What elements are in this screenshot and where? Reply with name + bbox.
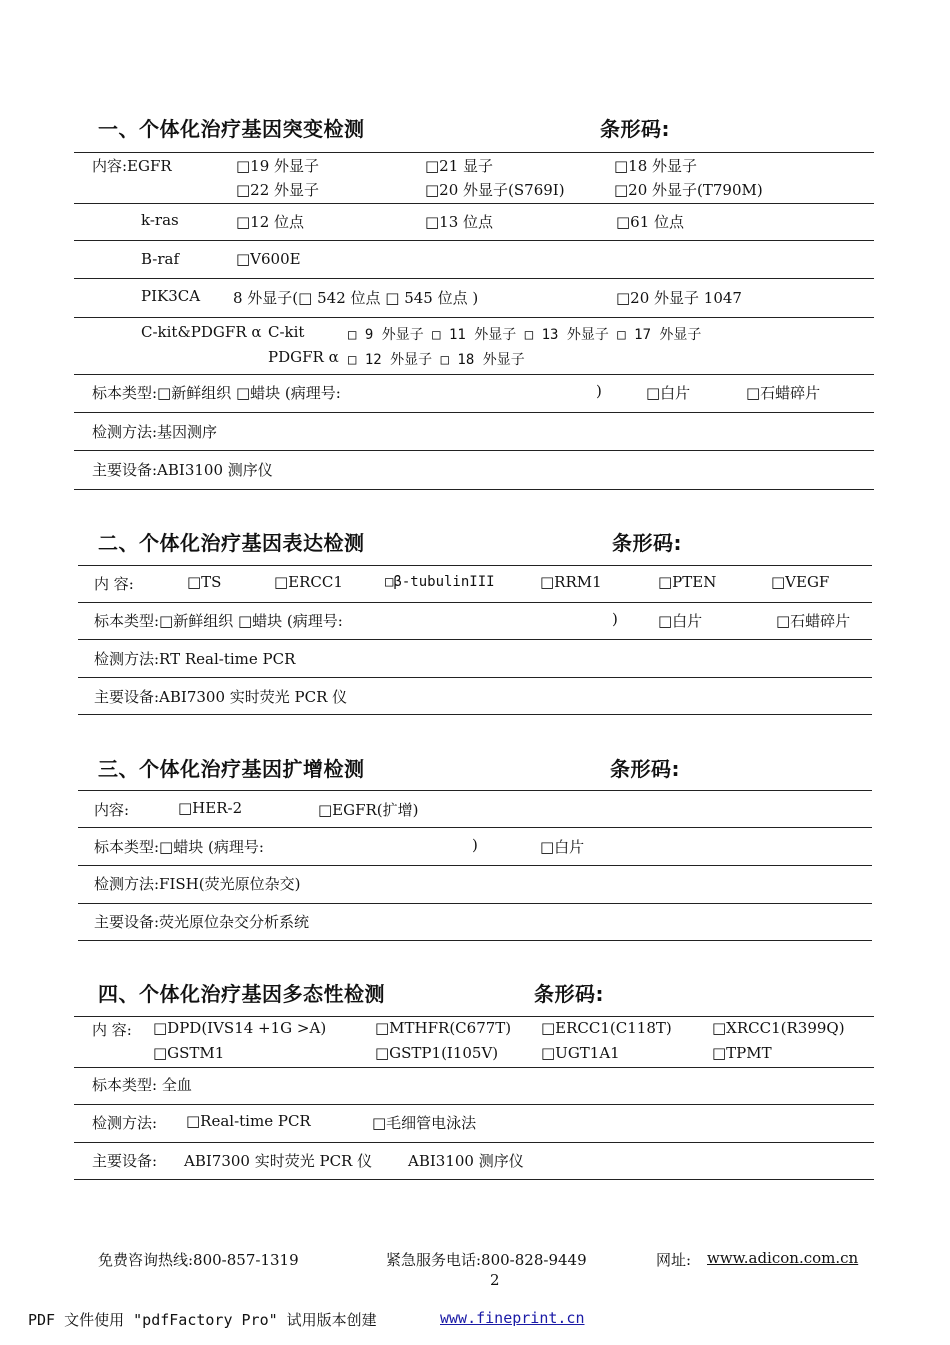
egfr-option[interactable]: □18 外显子 bbox=[614, 157, 698, 175]
divider bbox=[74, 1016, 874, 1017]
method-text: 检测方法:RT Real-time PCR bbox=[94, 650, 296, 668]
method-label: 检测方法: bbox=[92, 1114, 158, 1132]
sample-option[interactable]: □白片 bbox=[658, 612, 703, 630]
divider bbox=[78, 714, 872, 715]
divider bbox=[74, 1179, 874, 1180]
section2-barcode-label: 条形码: bbox=[612, 531, 682, 555]
watermark-link[interactable]: www.fineprint.cn bbox=[440, 1309, 585, 1327]
ckit-sub-label: C-kit bbox=[268, 323, 305, 341]
divider bbox=[78, 827, 872, 828]
divider bbox=[74, 152, 874, 153]
hotline-text: 免费咨询热线:800-857-1319 bbox=[98, 1251, 299, 1269]
gene-option[interactable]: □β-tubulinIII bbox=[385, 574, 495, 590]
pdgfr-sub-label: PDGFR α bbox=[268, 348, 339, 366]
method-option[interactable]: □Real-time PCR bbox=[186, 1112, 311, 1130]
sample-option[interactable]: □白片 bbox=[646, 384, 691, 402]
divider bbox=[74, 1104, 874, 1105]
gene-option[interactable]: □GSTM1 bbox=[153, 1044, 225, 1062]
sample-type-text: 标本类型: 全血 bbox=[92, 1076, 192, 1094]
emergency-text: 紧急服务电话:800-828-9449 bbox=[386, 1251, 587, 1269]
gene-option[interactable]: □MTHFR(C677T) bbox=[375, 1019, 512, 1037]
method-text: 检测方法:FISH(荧光原位杂交) bbox=[94, 875, 301, 893]
equipment-item: ABI3100 测序仪 bbox=[408, 1152, 524, 1170]
pik3ca-option[interactable]: 8 外显子(□ 542 位点 □ 545 位点 ) bbox=[233, 289, 479, 307]
gene-option[interactable]: □UGT1A1 bbox=[541, 1044, 620, 1062]
method-option[interactable]: □毛细管电泳法 bbox=[372, 1114, 477, 1132]
sample-option[interactable]: □白片 bbox=[540, 838, 585, 856]
section3-title: 三、个体化治疗基因扩增检测 bbox=[98, 757, 365, 781]
divider bbox=[78, 940, 872, 941]
egfr-label: 内容:EGFR bbox=[92, 157, 172, 175]
sample-type-close: ) bbox=[596, 382, 602, 400]
section2-title: 二、个体化治疗基因表达检测 bbox=[98, 531, 365, 555]
content-label: 内 容: bbox=[94, 575, 134, 593]
gene-option[interactable]: □RRM1 bbox=[540, 573, 602, 591]
braf-option[interactable]: □V600E bbox=[236, 250, 301, 268]
sample-option[interactable]: □石蜡碎片 bbox=[776, 612, 851, 630]
gene-option[interactable]: □ERCC1(C118T) bbox=[541, 1019, 672, 1037]
section1-barcode-label: 条形码: bbox=[600, 117, 670, 141]
divider bbox=[78, 677, 872, 678]
watermark-text: PDF 文件使用 "pdfFactory Pro" 试用版本创建 bbox=[28, 1311, 377, 1329]
divider bbox=[74, 317, 874, 318]
divider bbox=[74, 278, 874, 279]
sample-option[interactable]: □石蜡碎片 bbox=[746, 384, 821, 402]
gene-option[interactable]: □ERCC1 bbox=[274, 573, 343, 591]
kras-option[interactable]: □13 位点 bbox=[425, 213, 494, 231]
pdgfr-options[interactable]: □ 12 外显子 □ 18 外显子 bbox=[348, 352, 525, 368]
sample-type-label[interactable]: 标本类型:□新鲜组织 □蜡块 (病理号: bbox=[94, 612, 343, 630]
gene-option[interactable]: □XRCC1(R399Q) bbox=[712, 1019, 845, 1037]
pik3ca-option[interactable]: □20 外显子 1047 bbox=[616, 289, 742, 307]
equipment-item: ABI7300 实时荧光 PCR 仪 bbox=[184, 1152, 373, 1170]
gene-option[interactable]: □GSTP1(I105V) bbox=[375, 1044, 499, 1062]
divider bbox=[74, 203, 874, 204]
egfr-option[interactable]: □22 外显子 bbox=[236, 181, 320, 199]
equipment-text: 主要设备:荧光原位杂交分析系统 bbox=[94, 913, 310, 931]
divider bbox=[78, 565, 872, 566]
gene-option[interactable]: □TPMT bbox=[712, 1044, 772, 1062]
gene-option[interactable]: □PTEN bbox=[658, 573, 717, 591]
divider bbox=[74, 1067, 874, 1068]
divider bbox=[78, 865, 872, 866]
section4-barcode-label: 条形码: bbox=[534, 982, 604, 1006]
gene-option[interactable]: □EGFR(扩增) bbox=[318, 801, 419, 819]
ckit-options[interactable]: □ 9 外显子 □ 11 外显子 □ 13 外显子 □ 17 外显子 bbox=[348, 327, 702, 343]
ckit-pdgfr-label: C-kit&PDGFR α bbox=[141, 323, 262, 341]
content-label: 内 容: bbox=[92, 1021, 132, 1039]
gene-option[interactable]: □VEGF bbox=[771, 573, 830, 591]
section4-title: 四、个体化治疗基因多态性检测 bbox=[98, 982, 385, 1006]
sample-type-label[interactable]: 标本类型:□蜡块 (病理号: bbox=[94, 838, 264, 856]
kras-label: k-ras bbox=[141, 211, 179, 229]
section3-barcode-label: 条形码: bbox=[610, 757, 680, 781]
divider bbox=[78, 602, 872, 603]
divider bbox=[74, 489, 874, 490]
sample-type-close: ) bbox=[612, 610, 618, 628]
divider bbox=[74, 1142, 874, 1143]
kras-option[interactable]: □61 位点 bbox=[616, 213, 685, 231]
divider bbox=[78, 790, 872, 791]
divider bbox=[78, 903, 872, 904]
divider bbox=[78, 639, 872, 640]
equipment-text: 主要设备:ABI7300 实时荧光 PCR 仪 bbox=[94, 688, 348, 706]
section1-title: 一、个体化治疗基因突变检测 bbox=[98, 117, 365, 141]
gene-option[interactable]: □DPD(IVS14 +1G >A) bbox=[153, 1019, 327, 1037]
website-link[interactable]: www.adicon.com.cn bbox=[707, 1249, 859, 1267]
pik3ca-label: PIK3CA bbox=[141, 287, 201, 305]
equipment-text: 主要设备:ABI3100 测序仪 bbox=[92, 461, 273, 479]
method-text: 检测方法:基因测序 bbox=[92, 423, 218, 441]
egfr-option[interactable]: □19 外显子 bbox=[236, 157, 320, 175]
divider bbox=[74, 240, 874, 241]
page-number: 2 bbox=[490, 1271, 500, 1289]
content-label: 内容: bbox=[94, 801, 130, 819]
egfr-option[interactable]: □20 外显子(T790M) bbox=[614, 181, 763, 199]
kras-option[interactable]: □12 位点 bbox=[236, 213, 305, 231]
divider bbox=[74, 374, 874, 375]
egfr-option[interactable]: □20 外显子(S769I) bbox=[425, 181, 565, 199]
sample-type-label[interactable]: 标本类型:□新鲜组织 □蜡块 (病理号: bbox=[92, 384, 341, 402]
gene-option[interactable]: □HER-2 bbox=[178, 799, 243, 817]
divider bbox=[74, 412, 874, 413]
divider bbox=[74, 450, 874, 451]
braf-label: B-raf bbox=[141, 250, 180, 268]
website-label: 网址: bbox=[656, 1251, 692, 1269]
egfr-option[interactable]: □21 显子 bbox=[425, 157, 494, 175]
gene-option[interactable]: □TS bbox=[187, 573, 222, 591]
sample-type-close: ) bbox=[472, 836, 478, 854]
equipment-label: 主要设备: bbox=[92, 1152, 158, 1170]
